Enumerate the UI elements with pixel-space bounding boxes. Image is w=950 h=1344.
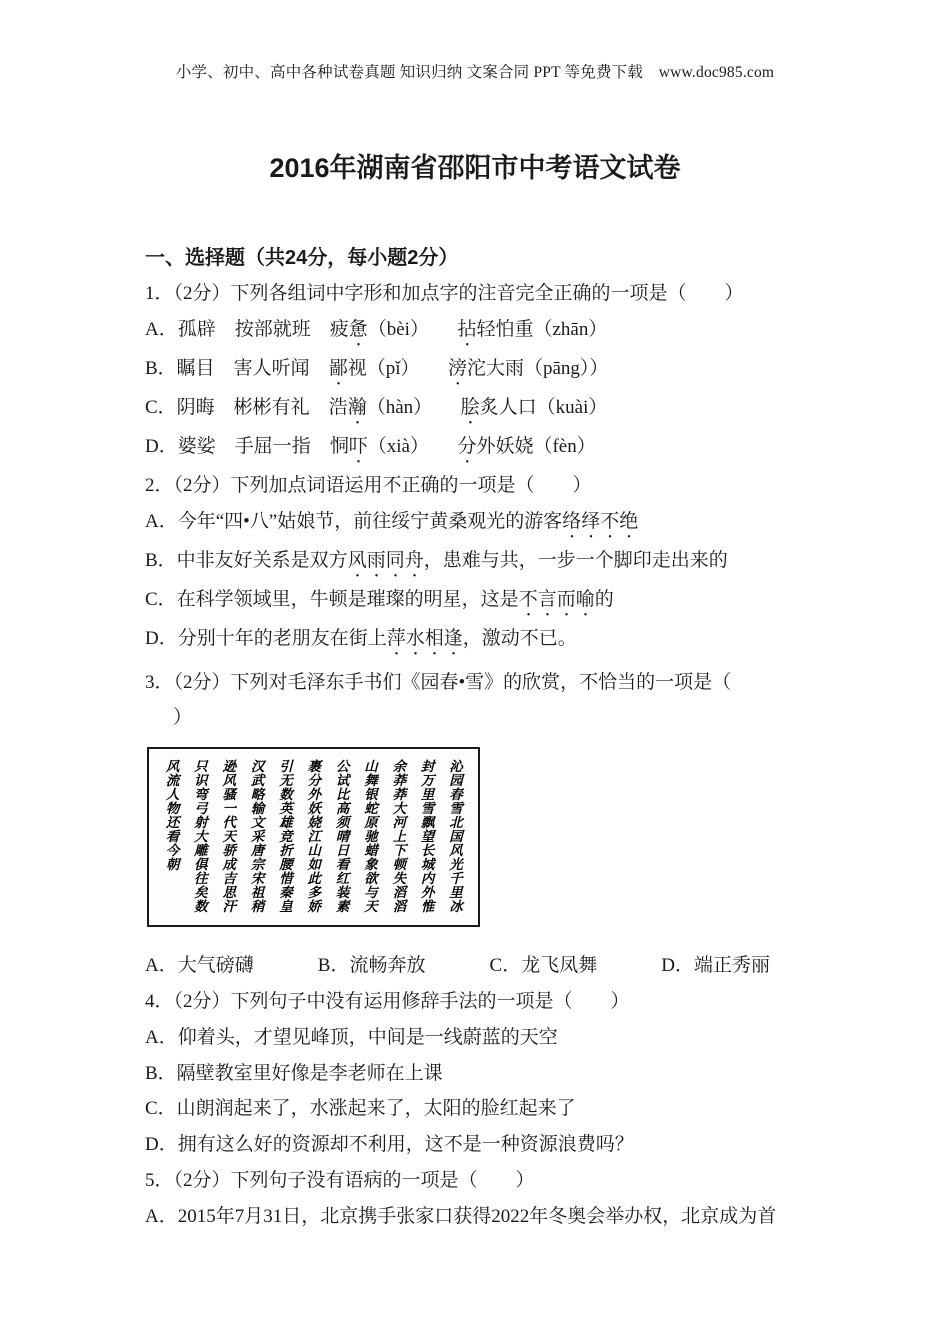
dotted-text: 拈 bbox=[457, 318, 477, 340]
question-1-option-b bbox=[145, 351, 845, 390]
text-segment: 2．（2分）下列加点词语运用不正确的一项是（ ） bbox=[145, 474, 592, 496]
question-5-stem bbox=[145, 1163, 845, 1199]
text-segment: 沱大雨（pāng）） bbox=[467, 357, 609, 379]
text-segment: 炙人口（kuài） bbox=[479, 396, 608, 418]
dotted-text: 萍水相逢 bbox=[386, 627, 463, 649]
text-segment: ，患难与共，一步一个脚印走出来的 bbox=[423, 549, 728, 571]
question-4-stem bbox=[145, 984, 845, 1020]
page-title: 2016年湖南省邵阳市中考语文试卷 bbox=[269, 153, 681, 183]
question-3-stem bbox=[145, 665, 845, 701]
question-5-option-a bbox=[145, 1199, 845, 1235]
option-item: C．龙飞凤舞 bbox=[489, 955, 598, 977]
question-4-option-c bbox=[145, 1091, 845, 1127]
question-1-option-a bbox=[145, 312, 845, 351]
text-segment: （hàn） bbox=[366, 396, 461, 418]
calligraphy-image bbox=[147, 747, 480, 927]
question-1-option-c bbox=[145, 390, 845, 429]
text-segment: B．瞩目 害人听闻 bbox=[145, 357, 329, 379]
calligraphy-text: 沁园春雪北国风光千里冰封万里雪飘望长城内外惟余莽莽大河上下顿失滔滔山舞银蛇原驰蜡象欲与天公试比高须晴日看红装素裹分外妖娆江山如此多娇引无数英雄竞折腰惜秦皇汉武略输文采唐宗宋祖稍逊风骚一代天骄成吉思汗只识弯弓射大雕俱往矣数风流人物还看今朝 bbox=[163, 759, 462, 914]
dotted-text: 分 bbox=[457, 435, 477, 457]
dotted-text: 滂 bbox=[447, 357, 467, 379]
text-segment: 4．（2分）下列句子中没有运用修辞手法的一项是（ ） bbox=[145, 990, 630, 1012]
section-heading: 一、选择题（共24分，每小题2分） bbox=[145, 247, 459, 269]
text-segment: D．婆娑 手屈一指 恫 bbox=[145, 435, 349, 457]
dotted-text: 脍 bbox=[460, 396, 480, 418]
text-segment: D．拥有这么好的资源却不利用，这不是一种资源浪费吗？ bbox=[145, 1134, 634, 1156]
text-segment: 5．（2分）下列句子没有语病的一项是（ ） bbox=[145, 1169, 535, 1191]
text-segment: （bèi） bbox=[367, 318, 458, 340]
text-segment: 的 bbox=[594, 588, 614, 610]
dotted-text: 不言而喻 bbox=[518, 588, 595, 610]
text-segment: ） bbox=[173, 707, 193, 729]
question-2-option-c bbox=[145, 582, 845, 621]
text-segment: ，激动不已。 bbox=[462, 627, 577, 649]
text-segment: A．仰着头，才望见峰顶，中间是一线蔚蓝的天空 bbox=[145, 1026, 558, 1048]
question-4-option-a bbox=[145, 1020, 845, 1056]
text-segment: A．孤辟 按部就班 疲 bbox=[145, 318, 349, 340]
question-1-stem bbox=[145, 276, 845, 312]
text-segment: 外妖娆（fèn） bbox=[476, 435, 596, 457]
dotted-text: 惫 bbox=[348, 318, 368, 340]
option-item: D．端正秀丽 bbox=[661, 955, 770, 977]
option-item: A．大气磅礴 bbox=[145, 955, 254, 977]
text-segment: 1．（2分）下列各组词中字形和加点字的注音完全正确的一项是（ ） bbox=[145, 283, 744, 304]
question-area bbox=[145, 276, 845, 1235]
text-segment: 视（pǐ） bbox=[347, 357, 448, 379]
dotted-text: 瀚 bbox=[347, 396, 367, 418]
site-header bbox=[0, 60, 950, 82]
text-segment: D．分别十年的老朋友在街上 bbox=[145, 627, 387, 649]
question-2-option-d bbox=[145, 621, 845, 660]
dotted-text: 鄙 bbox=[328, 357, 348, 379]
question-1-option-d bbox=[145, 429, 845, 468]
site-header-text: 小学、初中、高中各种试卷真题 知识归纳 文案合同 PPT 等免费下载 www.doc985.com bbox=[175, 64, 775, 81]
text-segment: C．阴晦 彬彬有礼 浩 bbox=[145, 396, 348, 418]
text-segment: B．隔壁教室里好像是李老师在上课 bbox=[145, 1062, 443, 1084]
text-segment: 3．（2分）下列对毛泽东手书们《园春•雪》的欣赏，不恰当的一项是（ bbox=[145, 671, 732, 693]
exam-content bbox=[145, 240, 845, 1235]
text-segment: C．山朗润起来了，水涨起来了，太阳的脸红起来了 bbox=[145, 1098, 576, 1120]
question-2-option-a bbox=[145, 504, 845, 543]
text-segment: 轻怕重（zhān） bbox=[476, 318, 608, 340]
text-segment: A．2015年7月31日，北京携手张家口获得2022年冬奥会举办权，北京成为首 bbox=[145, 1205, 777, 1227]
text-segment: B．中非友好关系是双方 bbox=[145, 549, 348, 571]
text-segment: C．在科学领域里，牛顿是璀璨的明星，这是 bbox=[145, 588, 519, 610]
question-2-stem bbox=[145, 468, 845, 504]
text-segment: A．今年“四•八”姑娘节，前往绥宁黄桑观光的游客 bbox=[145, 510, 563, 532]
question-3-options bbox=[145, 948, 770, 984]
question-4-option-d bbox=[145, 1127, 845, 1163]
dotted-text: 络绎不绝 bbox=[562, 510, 639, 532]
text-segment: （xià） bbox=[367, 435, 458, 457]
question-4-option-b bbox=[145, 1056, 845, 1092]
dotted-text: 吓 bbox=[348, 435, 368, 457]
question-3-stem-wrap bbox=[145, 700, 845, 736]
option-item: B．流畅奔放 bbox=[317, 955, 426, 977]
question-2-option-b bbox=[145, 543, 845, 582]
dotted-text: 风雨同舟 bbox=[347, 549, 424, 571]
